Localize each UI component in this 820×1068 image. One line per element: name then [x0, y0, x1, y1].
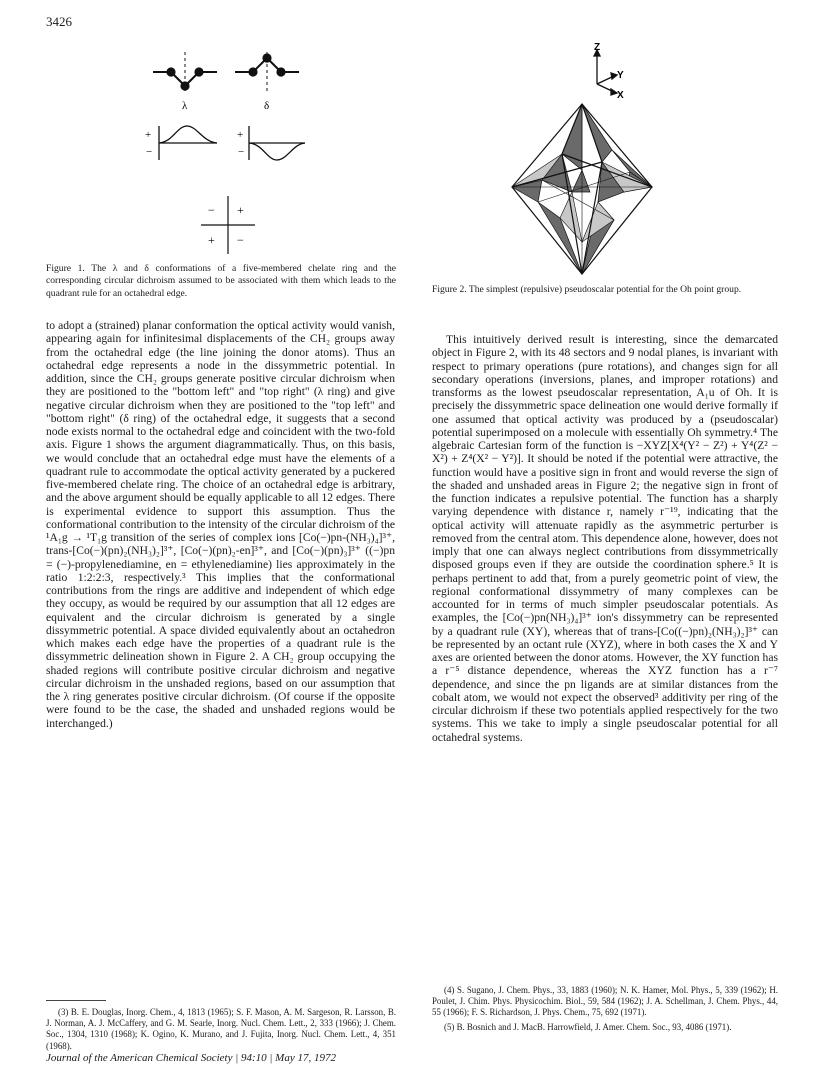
lambda-label: λ	[182, 100, 188, 112]
footnotes-right	[432, 985, 778, 1036]
figure-2-caption: Figure 2. The simplest (repulsive) pseudoscalar potential for the Oh point group.	[432, 284, 742, 295]
chelate-ring-lambda	[153, 52, 217, 94]
quadrant-bottom-left-sign: +	[208, 233, 215, 247]
page-number: 3426	[46, 14, 72, 29]
quadrant-bottom-right-sign: −	[237, 233, 244, 247]
right-column-paragraph: This intuitively derived result is interesting, since the demarcated object in Figure 2, with its 48 sectors and 9 nodal planes, is invariant with respect to primary operations (pure rotations), and changes sign for all secondary operations (inversions, planes, and improper rotations) and transforms as the lowest pseudoscalar representation, A₁u of Oh. It is precisely the dissymmetric space delineation one would derive formally if one assumed that optical activity was produced by a (pseudoscalar) potential superimposed on a molecule with essentially Oh symmetry.⁴ The algebraic Cartesian form of the function is −XYZ[X⁴(Y² − Z²) + Y⁴(Z² − X²) + Z⁴(X² − Y²)]. It should be noted if the potential were attractive, the function would have a positive sign in front and would reverse the sign of the shaded and unshaded areas in Figure 2; the negative sign in front of the function indicates a repulsive potential. The function has a sharply varying dependence with distance r, namely r⁻¹⁹, indicating that the optical activity will attenuate rapidly as the asymmetric perturber is removed from the central atom. This dependence alone, however, does not imply that one can always neglect contributions from dissymmetrically disposed groups even if they are outside the coordination sphere.⁵ It is perhaps pertinent to add that, from a purely geometric point of view, the regional conformational dissymmetry of many complexes can be accounted for in terms of much simpler pseudoscalar potentials. As examples, the [Co(−)pn(NH₃)₄]³⁺ ion's dissymmetry can be represented by a quadrant rule (XY), whereas that of trans-[Co((−)pn)₂(NH₃)₂]³⁺ can be represented by an octant rule (XYZ), where in both cases the X and Y axes are oriented between the donor atoms. However, the XY function has a r⁻⁵ distance dependence, whereas the XYZ function has a r⁻⁷ dependence, and since the pn ligands are at similar distances from the cobalt atom, we would not expect the observed³ additivity per ring of the circular dichroism if these two potentials applied respectively for the two systems. This we take to imply a single pseudoscalar potential for all octahedral systems.	[432, 333, 778, 744]
footnote-3: (3) B. E. Douglas, Inorg. Chem., 4, 1813 (1965); S. F. Mason, A. M. Sargeson, R. Larsson, B. J. Norman, A. J. McCaffery, and G. M. Searle, Inorg. Nucl. Chem. Lett., 2, 333 (1966); J. Chem. Soc., 1304, 1310 (1968); K. Ogino, K. Murano, and J. Fujita, Inorg. Nucl. Chem. Lett., 4, 351 (1968).	[46, 1007, 396, 1051]
figure-1	[135, 42, 335, 264]
quadrant-top-right-sign: +	[237, 203, 244, 217]
figure-1-caption: Figure 1. The λ and δ conformations of a five-membered chelate ring and the corresponding circular dichroism assumed to be associated with them which leads to the quadrant rule for an octahedral edge.	[46, 263, 396, 299]
footnote-4: (4) S. Sugano, J. Chem. Phys., 33, 1883 (1960); N. K. Hamer, Mol. Phys., 5, 339 (1962); H. Poulet, J. Chim. Phys. Physicochim. Biol., 59, 584 (1962); J. A. Schellman, J. Chem. Phys., 44, 55 (1966); F. S. Richardson, J. Phys. Chem., 75, 692 (1971).	[432, 985, 778, 1018]
coordinate-axes	[594, 50, 617, 95]
figure-2	[490, 42, 670, 282]
chelate-ring-delta	[235, 52, 299, 94]
body-text-left-column	[46, 319, 395, 730]
journal-footer: Journal of the American Chemical Society | 94:10 | May 17, 1972	[46, 1052, 336, 1064]
delta-label: δ	[264, 100, 270, 112]
sign-plus-2: +	[237, 129, 244, 141]
footnote-5: (5) B. Bosnich and J. MacB. Harrowfield, J. Amer. Chem. Soc., 93, 4086 (1971).	[444, 1021, 732, 1032]
body-text-right-column	[432, 333, 778, 744]
axis-y-label: Y	[617, 70, 624, 81]
sign-minus-1: −	[146, 146, 153, 158]
quadrant-top-left-sign: −	[208, 203, 215, 217]
sign-plus-1: +	[145, 129, 152, 141]
octahedron-pseudoscalar-delineation	[512, 104, 652, 274]
sign-minus-2: −	[238, 146, 245, 158]
footnote-rule	[46, 1000, 106, 1001]
axis-x-label: X	[617, 90, 624, 101]
footnotes-left	[46, 1000, 396, 1055]
axis-z-label: Z	[594, 42, 601, 53]
cd-curve-positive	[159, 126, 217, 160]
cd-curve-negative	[249, 126, 305, 160]
left-column-paragraph: to adopt a (strained) planar conformation the optical activity would vanish, appearing again for infinitesimal displacements of the CH₂ groups away from the octahedral edge (the line joining the donor atoms). Thus an octahedral edge represents a node in the dissymmetric potential. In addition, since the CH₂ groups generate positive circular dichroism when they are positioned to the "bottom left" and "top right" (λ ring) and give negative circular dichroism when they are positioned to the "top left" and "bottom right" (δ ring) of the octahedral edge, it suggests that a second node exists normal to the octahedral edge and coincident with the two-fold axis. Figure 1 shows the argument diagrammatically. Thus, on this basis, we would conclude that an octahedral edge must have the elements of a quadrant rule to accommodate the optical activity generated by a puckered five-membered chelate ring. The choice of an octahedral edge is arbitrary, and the above argument should be equally applicable to all 12 edges. There is experimental evidence to support this assumption. Thus the conformational contribution to the intensity of the circular dichroism of the ¹A₁g → ¹T₁g transition of the series of complex ions [Co(−)pn-(NH₃)₄]³⁺, trans-[Co(−)(pn)₂(NH₃)₂]³⁺, [Co(−)(pn)₂-en]³⁺, and [Co(−)(pn)₃]³⁺ ((−)pn = (−)-propylenediamine, en = ethylenediamine) lies approximately in the ratio 1:2:2:3, respectively.³ This implies that the conformational contributions from the rings are additive and independent of which edge they occupy, as would be required by our assumption that all 12 edges are equivalent and the circular dichroism is generated by a single dissymmetric potential. A space divided equivalently about an octahedron which makes each edge have the properties of a quadrant rule is the dissymmetric delineation shown in Figure 2. A CH₂ group occupying the shaded regions will contribute positive circular dichroism and negative circular dichroism in the unshaded regions, based on our assumption that the λ ring generates positive circular dichroism. (Of course if the opposite were found to be the case, the shaded and unshaded regions would be interchanged.)	[46, 319, 396, 730]
